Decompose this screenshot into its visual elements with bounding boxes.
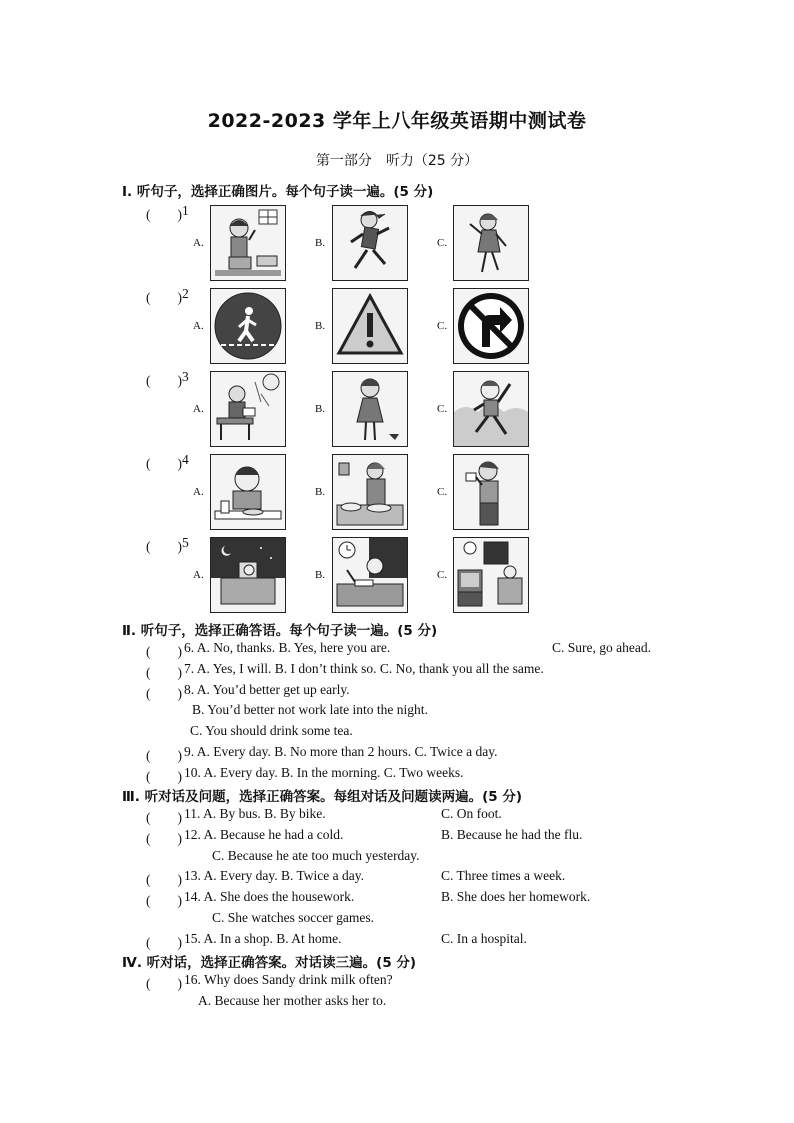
girl-drinking-picture	[453, 454, 529, 530]
section-2-option-c: C. Sure, go ahead.	[552, 640, 651, 655]
question-number: 1	[182, 203, 189, 218]
answer-blank: ( )	[146, 893, 182, 909]
option-label: C.	[437, 320, 448, 332]
section-2-line: 8. A. You’d better get up early.	[184, 681, 350, 697]
section-3-line: 15. A. In a shop. B. At home.	[184, 930, 342, 946]
section-3-option-c: B. Because he had the flu.	[441, 826, 583, 842]
answer-blank: ( )	[146, 810, 182, 825]
section-2-line: 10. A. Every day. B. In the morning. C. Two weeks.	[184, 764, 464, 780]
question-number: 5	[182, 535, 189, 550]
girl-standing-picture	[332, 371, 408, 447]
option-label: B.	[315, 569, 326, 581]
option-label: B.	[315, 320, 326, 332]
section-4-heading: Ⅳ. 听对话，选择正确答案。对话读三遍。(5 分)	[122, 955, 417, 971]
answer-blank: ( )	[146, 539, 182, 554]
answer-blank: ( )	[146, 830, 182, 846]
answer-blank: ( )	[146, 290, 182, 305]
answer-blank: ( )	[146, 768, 182, 784]
answer-blank: ( )	[146, 685, 182, 701]
woman-cooking-picture	[332, 454, 408, 530]
answer-blank: ( )	[146, 934, 182, 950]
option-label: A.	[193, 320, 204, 332]
section-3-option-c: C. In a hospital.	[441, 930, 527, 946]
option-label: B.	[315, 486, 326, 498]
part-subtitle: 第一部分 听力（25 分）	[315, 153, 479, 169]
section-3-option-c: C. On foot.	[441, 806, 502, 821]
boy-night-studying-picture	[332, 537, 408, 613]
no-right-turn-sign-picture	[453, 288, 529, 364]
section-2-line: 6. A. No, thanks. B. Yes, here you are.	[184, 640, 391, 655]
girl-brushing-teeth-picture	[210, 205, 286, 281]
section-3-line: C. Because he ate too much yesterday.	[212, 847, 420, 863]
answer-blank: ( )	[146, 664, 182, 680]
option-label: A.	[193, 403, 204, 415]
section-3-line: 11. A. By bus. B. By bike.	[184, 806, 326, 821]
question-number: 3	[182, 369, 189, 384]
girl-dancing-picture	[453, 205, 529, 281]
section-3-line: C. She watches soccer games.	[212, 910, 374, 925]
option-label: B.	[315, 237, 326, 249]
section-2-line: B. You’d better not work late into the night.	[192, 702, 428, 718]
section-2-line: 7. A. Yes, I will. B. I don’t think so. C. No, thank you all the same.	[184, 660, 544, 676]
answer-blank: ( )	[146, 207, 182, 222]
option-label: C.	[437, 237, 448, 249]
section-2-heading: Ⅱ. 听句子，选择正确答语。每个句子读一遍。(5 分)	[122, 623, 438, 639]
section-4-line: 16. Why does Sandy drink milk often?	[184, 972, 393, 987]
answer-blank: ( )	[146, 456, 182, 471]
pedestrian-sign-picture	[210, 288, 286, 364]
section-3-heading: Ⅲ. 听对话及问题，选择正确答案。每组对话及问题读两遍。(5 分)	[122, 789, 523, 805]
section-1-heading: Ⅰ. 听句子，选择正确图片。每个句子读一遍。(5 分)	[122, 184, 434, 200]
question-number: 4	[182, 452, 189, 467]
section-3-option-c: B. She does her homework.	[441, 889, 591, 905]
boy-exercising-picture	[453, 371, 529, 447]
answer-blank: ( )	[146, 644, 182, 659]
person-watching-tv-picture	[453, 537, 529, 613]
girl-reading-sun-picture	[210, 371, 286, 447]
answer-blank: ( )	[146, 976, 182, 991]
warning-sign-picture	[332, 288, 408, 364]
person-night-computer-picture	[210, 537, 286, 613]
section-2-line: 9. A. Every day. B. No more than 2 hours. C. Twice a day.	[184, 744, 498, 759]
answer-blank: ( )	[146, 373, 182, 388]
section-4-line: A. Because her mother asks her to.	[198, 993, 387, 1008]
option-label: B.	[315, 403, 326, 415]
section-3-line: 13. A. Every day. B. Twice a day.	[184, 868, 365, 884]
girl-running-picture	[332, 205, 408, 281]
option-label: A.	[193, 569, 204, 581]
option-label: A.	[193, 237, 204, 249]
option-label: A.	[193, 486, 204, 498]
section-3-option-c: C. Three times a week.	[441, 868, 566, 884]
option-label: C.	[437, 403, 448, 415]
answer-blank: ( )	[146, 872, 182, 888]
section-2-line: C. You should drink some tea.	[190, 723, 353, 739]
page-title: 2022-2023 学年上八年级英语期中测试卷	[207, 110, 587, 132]
option-label: C.	[437, 486, 448, 498]
section-3-line: 14. A. She does the housework.	[184, 889, 355, 905]
answer-blank: ( )	[146, 748, 182, 763]
option-label: C.	[437, 569, 448, 581]
question-number: 2	[182, 286, 189, 301]
boy-eating-picture	[210, 454, 286, 530]
section-3-line: 12. A. Because he had a cold.	[184, 826, 344, 842]
